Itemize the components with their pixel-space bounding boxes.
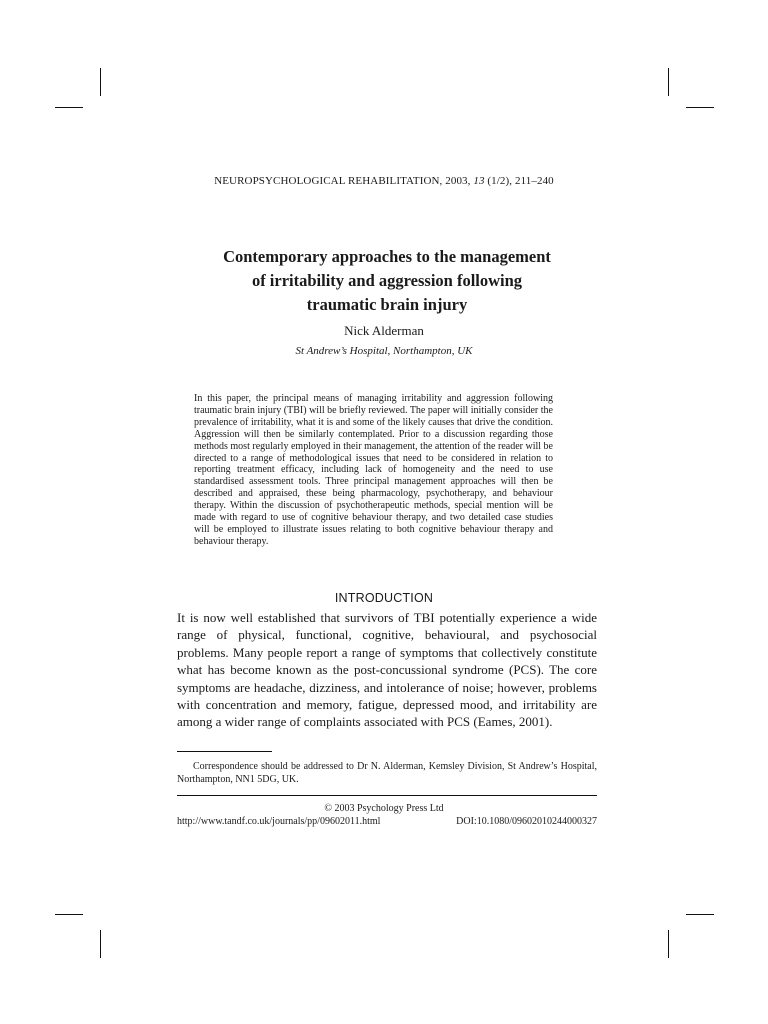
- journal-issue-pages: (1/2), 211–240: [484, 175, 554, 187]
- author-affiliation: St Andrew’s Hospital, Northampton, UK: [295, 345, 473, 357]
- crop-mark: [668, 930, 669, 958]
- footnote: [177, 760, 597, 786]
- introduction-body: [177, 609, 597, 731]
- journal-url: http://www.tandf.co.uk/journals/pp/09602011.html: [177, 816, 381, 827]
- crop-mark: [668, 68, 669, 96]
- journal-volume: 13: [473, 175, 485, 187]
- crop-mark: [100, 930, 101, 958]
- crop-mark: [55, 107, 83, 108]
- author-name: Nick Alderman: [344, 323, 424, 338]
- title-line: of irritability and aggression following: [251, 271, 523, 290]
- abstract-text: In this paper, the principal means of managing irritability and aggression following traumatic brain injury (TBI) will be briefly reviewed. The paper will initially consider the prevalence of irritability, what it is and some of the likely causes that drive the condition. Aggression will then be similarly contemplated. Prior to a discussion regarding those methods most regularly employed in their management, the attention of the reader will be directed to a range of methodological issues that need to be considered in relation to reporting treatment efficacy, including lack of homogeneity and the need to use standardised assessment tools. Three principal management approaches will then be described and appraised, these being pharmacology, psychotherapy, and behaviour therapy. Within the discussion of psychotherapeutic methods, special mention will be made with regard to use of cognitive behaviour therapy, and two detailed case studies will be employed to illustrate issues relating to both cognitive behaviour therapy and behaviour therapy.: [194, 393, 553, 547]
- doi: DOI:10.1080/09602010244000327: [456, 816, 597, 827]
- title-line: traumatic brain injury: [306, 295, 468, 314]
- crop-mark: [686, 914, 714, 915]
- footer-rule: [177, 795, 597, 796]
- copyright-notice: © 2003 Psychology Press Ltd: [324, 803, 444, 814]
- footnote-text: Correspondence should be addressed to Dr N. Alderman, Kemsley Division, St Andrew’s Hospital, Northampton, NN1 5DG, UK.: [177, 761, 597, 785]
- crop-mark: [55, 914, 83, 915]
- journal-header: [0, 175, 768, 187]
- crop-mark: [100, 68, 101, 96]
- crop-mark: [686, 107, 714, 108]
- title-line: Contemporary approaches to the management: [223, 247, 551, 266]
- section-heading: INTRODUCTION: [334, 591, 434, 605]
- footnote-rule: [177, 751, 272, 752]
- abstract: [194, 393, 553, 548]
- article-title: [170, 245, 604, 317]
- journal-name: NEUROPSYCHOLOGICAL REHABILITATION, 2003,: [214, 175, 474, 187]
- body-paragraph: It is now well established that survivors of TBI potentially experience a wide range of physical, functional, cognitive, behavioural, and psychosocial problems. Many people report a range of symptoms that collectively constitute what has become known as the post-concussional syndrome (PCS). The core symptoms are headache, dizziness, and intolerance of noise; however, problems with concentration and memory, fatigue, depressed mood, and irritability are among a wider range of complaints associated with PCS (Eames, 2001).: [177, 610, 597, 730]
